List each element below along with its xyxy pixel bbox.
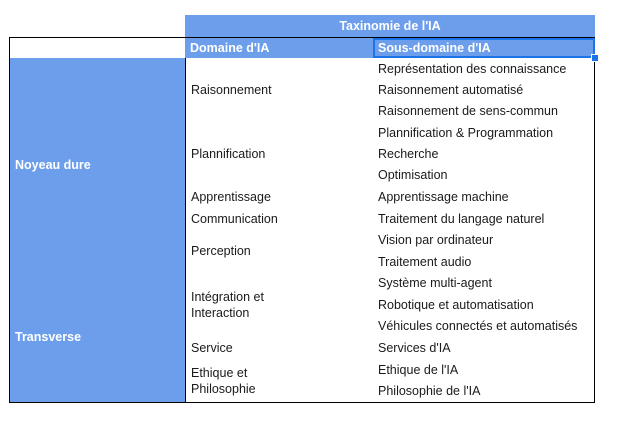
subdomain-cell[interactable]: Représentation des connaissance bbox=[373, 58, 595, 80]
domain-communication[interactable]: Communication bbox=[185, 208, 374, 230]
domain-service[interactable]: Service bbox=[185, 337, 374, 360]
subdomain-cell[interactable]: Système multi-agent bbox=[373, 272, 595, 295]
subdomain-cell[interactable]: Vision par ordinateur bbox=[373, 229, 595, 252]
subdomain-cell[interactable]: Robotique et automatisation bbox=[373, 294, 595, 316]
domain-ethique-philosophie[interactable]: Ethique et Philosophie bbox=[185, 359, 374, 403]
subdomain-cell[interactable]: Ethique de l'IA bbox=[373, 359, 595, 381]
group-transverse[interactable]: Transverse bbox=[9, 272, 186, 403]
header-subdomain[interactable]: Sous-domaine d'IA bbox=[373, 37, 595, 59]
domain-perception[interactable]: Perception bbox=[185, 229, 374, 273]
subdomain-cell[interactable]: Traitement audio bbox=[373, 251, 595, 273]
fill-handle[interactable] bbox=[591, 54, 599, 62]
subdomain-cell[interactable]: Recherche bbox=[373, 143, 595, 165]
header-domain[interactable]: Domaine d'IA bbox=[185, 37, 374, 59]
header-empty-cell[interactable] bbox=[9, 37, 186, 59]
subdomain-cell[interactable]: Raisonnement de sens-commun bbox=[373, 100, 595, 123]
subdomain-cell[interactable]: Apprentissage machine bbox=[373, 186, 595, 209]
subdomain-cell[interactable]: Optimisation bbox=[373, 164, 595, 187]
domain-integration-interaction[interactable]: Intégration et Interaction bbox=[185, 272, 374, 338]
table-title[interactable]: Taxinomie de l'IA bbox=[185, 15, 595, 37]
domain-apprentissage[interactable]: Apprentissage bbox=[185, 186, 374, 209]
subdomain-cell[interactable]: Traitement du langage naturel bbox=[373, 208, 595, 230]
subdomain-cell[interactable]: Véhicules connectés et automatisés bbox=[373, 315, 595, 338]
subdomain-cell[interactable]: Services d'IA bbox=[373, 337, 595, 360]
domain-plannification[interactable]: Plannification bbox=[185, 122, 374, 187]
domain-raisonnement[interactable]: Raisonnement bbox=[185, 58, 374, 123]
group-noyeau-dure[interactable]: Noyeau dure bbox=[9, 58, 186, 273]
subdomain-cell[interactable]: Plannification & Programmation bbox=[373, 122, 595, 144]
subdomain-cell[interactable]: Raisonnement automatisé bbox=[373, 79, 595, 101]
subdomain-cell[interactable]: Philosophie de l'IA bbox=[373, 380, 595, 403]
